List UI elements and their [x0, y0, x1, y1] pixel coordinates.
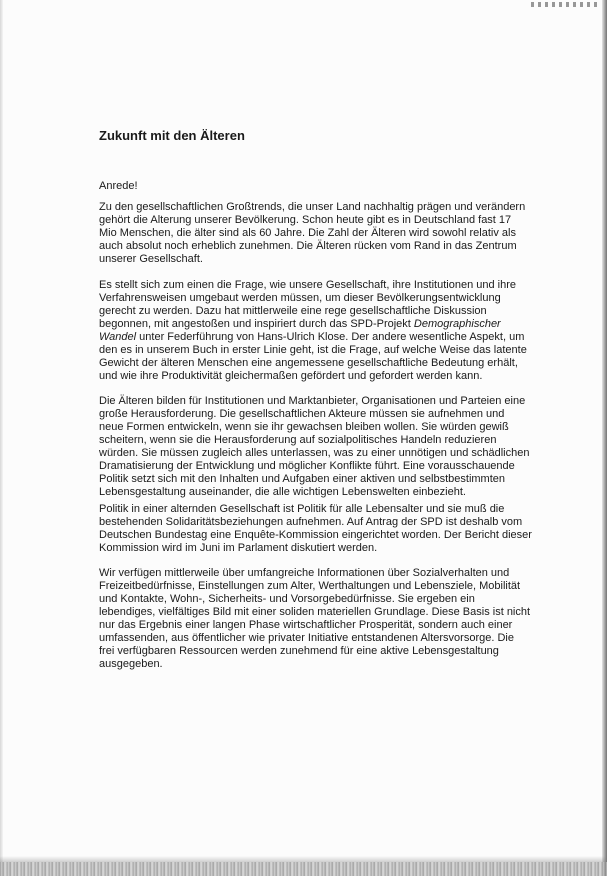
- scan-edge-right: [602, 0, 607, 876]
- paragraph-3: [99, 395, 529, 499]
- text-segment: unter Federführung von Hans-Ulrich Klose. Der andere wesentliche Aspekt, um: [139, 331, 525, 343]
- text-line: unserer Gesellschaft.: [99, 253, 203, 265]
- text-line: Die Älteren bilden für Institutionen und Marktanbieter, Organisationen und Parteien eine: [99, 395, 526, 407]
- text-line: scheitern, wenn sie die Herausforderung auf sozialpolitisches Handeln reduzieren: [99, 434, 497, 446]
- text-line: würden. Sie müssen zugleich alles unterlassen, was zu einer unnötigen und schädlichen: [99, 447, 530, 459]
- paragraph-4: [99, 503, 532, 555]
- text-line: Gewicht der älteren Menschen eine angemessene gesellschaftliche Bedeutung erhält,: [99, 357, 518, 369]
- text-line: und Kontakte, Wohn-, Sicherheits- und Vorsorgebedürfnisse. Sie ergeben ein: [99, 593, 475, 605]
- text-line: [99, 318, 527, 331]
- text-line: Lebensgestaltung auseinander, die alle wichtigen Lebenswelten einbezieht.: [99, 486, 466, 498]
- text-line: Es stellt sich zum einen die Frage, wie unsere Gesellschaft, ihre Institutionen und ihre: [99, 279, 516, 291]
- text-line: Mio Menschen, die älter sind als 60 Jahre. Die Zahl der Älteren wird sowohl relativ als: [99, 227, 516, 239]
- text-line: ausgegeben.: [99, 658, 163, 670]
- text-line: neue Formen entwickeln, wenn sie ihr gewachsen bleiben wollen. Sie würden gewiß: [99, 421, 509, 433]
- text-line: Zu den gesellschaftlichen Großtrends, die unser Land nachhaltig prägen und verändern: [99, 201, 526, 213]
- text-line: Politik in einer alternden Gesellschaft ist Politik für alle Lebensalter und sie muß die: [99, 503, 505, 515]
- text-line: Politik setzt sich mit den Inhalten und Aufgaben einer aktiven und selbstbestimmten: [99, 473, 506, 485]
- text-line: [99, 331, 527, 344]
- text-line: den es in unserem Buch in erster Linie geht, ist die Frage, auf welche Weise das latente: [99, 344, 527, 356]
- paragraph-5: [99, 567, 530, 671]
- text-line: Deutschen Bundestag eine Enquête-Kommission eingerichtet worden. Der Bericht dieser: [99, 529, 532, 541]
- text-line: bestehenden Solidaritätsbeziehungen aufnehmen. Auf Antrag der SPD ist deshalb vom: [99, 516, 523, 528]
- text-line: umfassenden, aus öffentlicher wie privater Initiative entstandenen Altersvorsorge. Die: [99, 632, 514, 644]
- text-line: große Herausforderung. Die gesellschaftlichen Akteure müssen sie aufnehmen und: [99, 408, 505, 420]
- text-line: gerecht zu werden. Dazu hat mittlerweile eine rege gesellschaftliche Diskussion: [99, 305, 487, 317]
- scan-edge-left: [0, 0, 3, 876]
- scan-artifact-top: [531, 2, 601, 7]
- text-line: Wir verfügen mittlerweile über umfangreiche Informationen über Sozialverhalten und: [99, 567, 510, 579]
- salutation: Anrede!: [99, 180, 138, 192]
- text-line: nur das Ergebnis einer langen Phase wirtschaftlicher Prosperität, sondern auch einer: [99, 619, 513, 631]
- scan-edge-bottom: [0, 862, 607, 876]
- paragraph-1: [99, 201, 525, 266]
- text-line: gehört die Alterung unserer Bevölkerung. Schon heute gibt es in Deutschland fast 17: [99, 214, 512, 226]
- paragraph-2: [99, 279, 527, 383]
- italic-term: Demographischer: [413, 318, 501, 330]
- text-segment: begonnen, mit angestoßen und inspiriert durch das SPD-Projekt: [99, 318, 414, 330]
- text-line: Freizeitbedürfnisse, Einstellungen zum Alter, Werthaltungen und Lebensziele, Mobilität: [99, 580, 521, 592]
- text-line: und wie ihre Produktivität gleichermaßen gefördert und gefordert werden kann.: [99, 370, 483, 382]
- italic-term: Wandel: [99, 331, 137, 343]
- text-line: lebendiges, vielfältiges Bild mit einer soliden materiellen Grundlage. Diese Basis ist nicht: [99, 606, 531, 618]
- text-line: frei verfügbaren Ressourcen werden zunehmend für eine aktive Lebensgestaltung: [99, 645, 499, 657]
- text-line: Verfahrensweisen umgebaut werden müssen, um dieser Bevölkerungsentwicklung: [99, 292, 501, 304]
- document-title: Zukunft mit den Älteren: [99, 128, 245, 143]
- text-line: Kommission wird im Juni im Parlament diskutiert werden.: [99, 542, 378, 554]
- text-line: auch absolut noch erheblich zunehmen. Die Älteren rücken vom Rand in das Zentrum: [99, 240, 517, 252]
- text-line: Dramatisierung der Entwicklung und möglicher Konflikte führt. Eine vorausschauende: [99, 460, 515, 472]
